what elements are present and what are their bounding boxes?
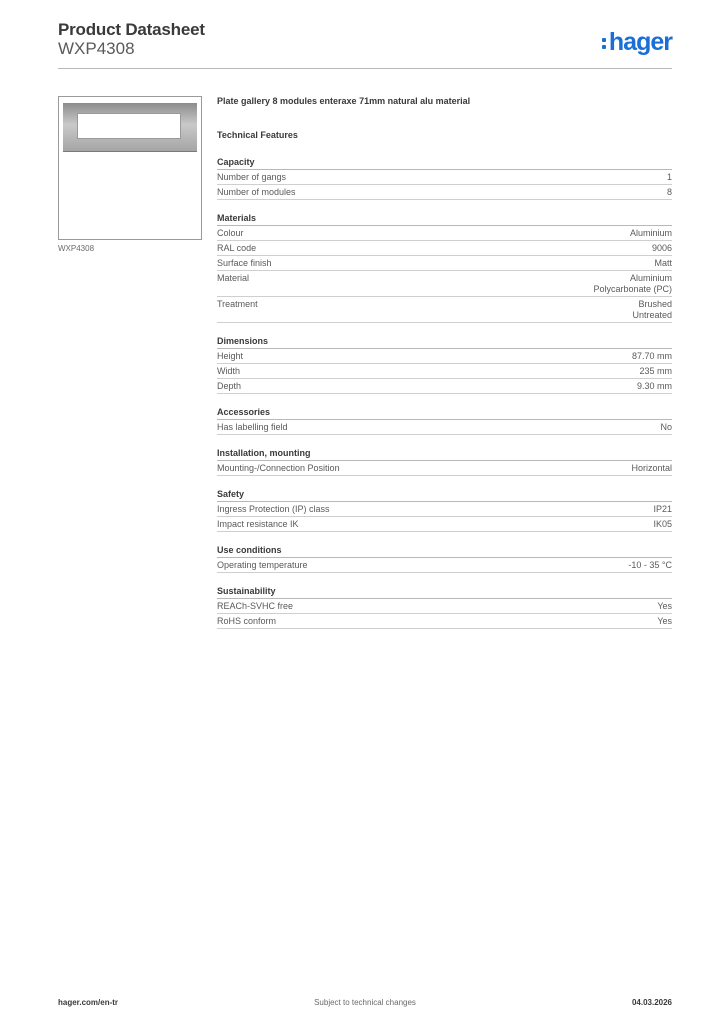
footer-disclaimer: Subject to technical changes [314,998,416,1007]
spec-value-line: IK05 [653,519,672,529]
spec-row [217,349,672,364]
spec-label: Material [217,273,250,283]
spec-row [217,379,672,394]
feature-section [217,585,672,629]
spec-value-line: 1 [666,172,672,182]
spec-value [628,560,672,571]
spec-value [652,243,672,254]
document-title: Product Datasheet [58,20,205,39]
spec-row [217,614,672,629]
section-title: Materials [217,212,672,226]
section-title: Use conditions [217,544,672,558]
spec-label: Ingress Protection (IP) class [217,504,330,514]
spec-value [660,422,672,433]
spec-value [657,601,672,612]
feature-section [217,447,672,476]
logo-wordmark: hager [608,27,672,56]
spec-value [632,299,672,321]
spec-value-line: 8 [666,187,672,197]
spec-value [630,228,672,239]
spec-row [217,502,672,517]
spec-value-line: Polycarbonate (PC) [593,284,672,294]
spec-value-line: No [660,422,672,432]
spec-row [217,185,672,200]
spec-value [593,273,672,295]
section-title: Capacity [217,156,672,170]
spec-label: Number of gangs [217,172,287,182]
logo-dots-icon [602,38,606,49]
spec-value [639,366,672,377]
spec-row [217,170,672,185]
spec-label: Has labelling field [217,422,288,432]
spec-label: Operating temperature [217,560,308,570]
spec-value [653,504,672,515]
spec-label: Mounting-/Connection Position [217,463,340,473]
technical-features-heading: Technical Features [217,130,298,140]
spec-value [667,172,672,183]
product-description: Plate gallery 8 modules enteraxe 71mm natural alu material [217,96,471,106]
spec-label: RAL code [217,243,257,253]
section-title: Dimensions [217,335,672,349]
feature-section [217,544,672,573]
spec-value-line: 235 mm [639,366,672,376]
feature-section [217,335,672,394]
datasheet-content [217,96,672,629]
feature-section [217,488,672,532]
spec-value-line: Aluminium [629,228,672,238]
hager-logo [602,28,672,56]
spec-row [217,461,672,476]
spec-row [217,241,672,256]
section-title: Safety [217,488,672,502]
spec-label: Number of modules [217,187,296,197]
section-title: Installation, mounting [217,447,672,461]
spec-label: Impact resistance IK [217,519,299,529]
spec-value-line: Horizontal [631,463,672,473]
spec-value [654,258,672,269]
spec-label: Width [217,366,241,376]
spec-label: Colour [217,228,244,238]
spec-row [217,226,672,241]
section-title: Sustainability [217,585,672,599]
spec-row [217,256,672,271]
plate-module-window [77,113,181,139]
plate-illustration [63,103,197,152]
footer-date: 04.03.2026 [631,998,672,1007]
product-code-heading: WXP4308 [58,39,135,58]
spec-label: Depth [217,381,242,391]
spec-value-line: 87.70 mm [631,351,672,361]
spec-label: Treatment [217,299,258,309]
spec-row [217,364,672,379]
product-image [58,96,202,240]
spec-value-line: Yes [657,616,672,626]
product-image-caption: WXP4308 [58,244,95,253]
feature-section [217,156,672,200]
spec-row [217,517,672,532]
spec-value [637,381,672,392]
spec-value [657,616,672,627]
spec-label: Surface finish [217,258,272,268]
spec-label: RoHS conform [217,616,277,626]
spec-value-line: Yes [657,601,672,611]
spec-value-line: IP21 [653,504,672,514]
spec-value-line: Brushed [638,299,672,309]
spec-label: Height [217,351,244,361]
feature-sections [217,156,672,629]
spec-value-line: 9.30 mm [636,381,672,391]
spec-value-line: Aluminium [629,273,672,283]
spec-row [217,599,672,614]
feature-section [217,212,672,323]
page-footer [58,998,672,1010]
page-header [58,20,672,69]
spec-value-line: 9006 [651,243,672,253]
spec-value [653,519,672,530]
spec-value-line: Matt [654,258,672,268]
feature-section [217,406,672,435]
spec-value [667,187,672,198]
spec-value [632,351,672,362]
spec-value-line: Untreated [632,310,672,320]
spec-value [631,463,672,474]
footer-website: hager.com/en-tr [58,998,119,1007]
spec-value-line: -10 - 35 °C [628,560,672,570]
spec-row [217,558,672,573]
spec-row [217,420,672,435]
section-title: Accessories [217,406,672,420]
spec-row [217,297,672,323]
spec-label: REACh-SVHC free [217,601,294,611]
spec-row [217,271,672,297]
